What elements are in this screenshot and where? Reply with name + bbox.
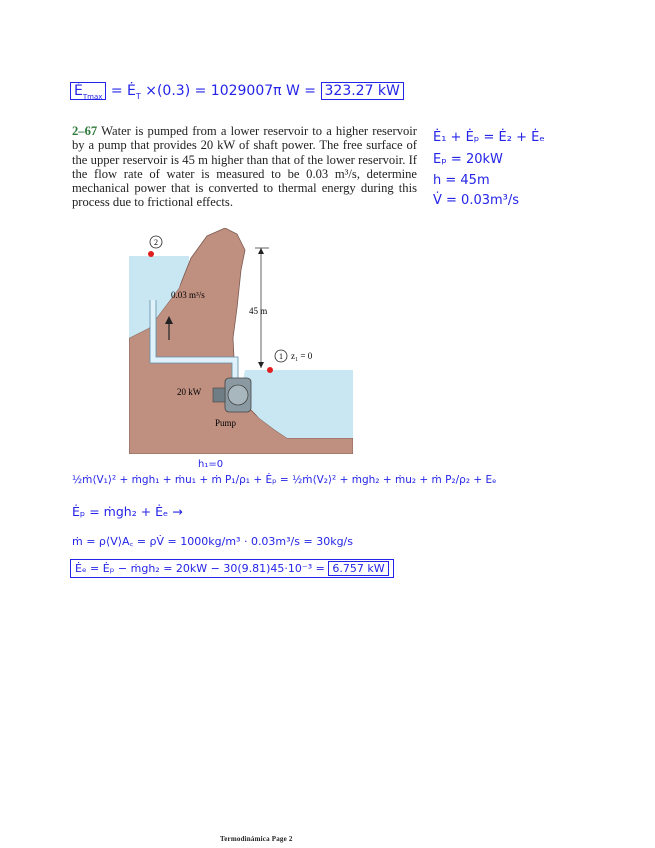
point-1-dot (267, 367, 273, 373)
problem-text: Water is pumped from a lower reservoir to a higher reservoir by a pump that provides 20 kW of shaft power. The free surface of the upper reservoir is 45 m higher than that of the lower reservoir. If the flow rate of water is measured to be 0.03 m³/s, determine mechanical power that is converted to thermal energy during this process due to frictional effects. (72, 124, 418, 210)
height-arrow-bottom (258, 362, 264, 368)
label-pump: Pump (215, 418, 237, 428)
pump-motor (213, 388, 225, 402)
solution-eq-4 (70, 562, 394, 575)
top-result: 323.27 kW (321, 82, 404, 100)
page-footer: Termodinámica Page 2 (220, 835, 293, 843)
problem-number: 2–67 (72, 124, 98, 138)
label-flow: 0.03 m³/s (171, 290, 205, 300)
given-line-2: Eₚ = 20kW (433, 152, 503, 167)
label-height: 45 m (249, 306, 268, 316)
given-line-3: h = 45m (433, 173, 490, 188)
final-equation-box: Ėₑ = Ėₚ − ṁgh₂ = 20kW − 30(9.81)45·10⁻³ = 6.757 kW (70, 559, 394, 578)
given-line-4: V̇ = 0.03m³/s (433, 193, 520, 208)
given-line-1: Ė₁ + Ėₚ = Ė₂ + Ėₑ (433, 130, 545, 145)
label-point-2: 2 (154, 238, 158, 247)
top-equation: $Ė_{Tmax}$ = $Ė_T \times(0.3) = 1029007\pi$ W = 323.27 kW (70, 83, 404, 101)
solution-eq-1: ½ṁ⟨V₁⟩² + ṁgh₁ + ṁu₁ + ṁ P₁/ρ₁ + Ėₚ = ½ṁ⟨V₂⟩² + ṁgh₂ + ṁu₂ + ṁ P₂/ρ₂ + Eₑ (72, 474, 497, 486)
solution-eq-3: ṁ = ρ⟨V⟩A꜀ = ρV̇ = 1000kg/m³ · 0.03m³/s = 30kg/s (72, 535, 353, 548)
annotation-h1: h₁=0 (198, 459, 224, 470)
problem-statement (72, 124, 417, 210)
pump-diagram (129, 228, 353, 454)
height-arrow-top (258, 248, 264, 254)
label-point-1: 1 (279, 352, 283, 361)
label-z1: z₁ = 0 (291, 351, 313, 361)
solution-eq-2: Ėₚ = ṁgh₂ + Ėₑ → (72, 504, 183, 519)
final-answer: 6.757 kW (328, 561, 388, 576)
e-tmax-box: $Ė_{Tmax}$ (70, 82, 106, 100)
point-2-dot (148, 251, 154, 257)
pump-figure (129, 228, 353, 454)
pump-rotor (228, 385, 248, 405)
label-power: 20 kW (177, 387, 202, 397)
